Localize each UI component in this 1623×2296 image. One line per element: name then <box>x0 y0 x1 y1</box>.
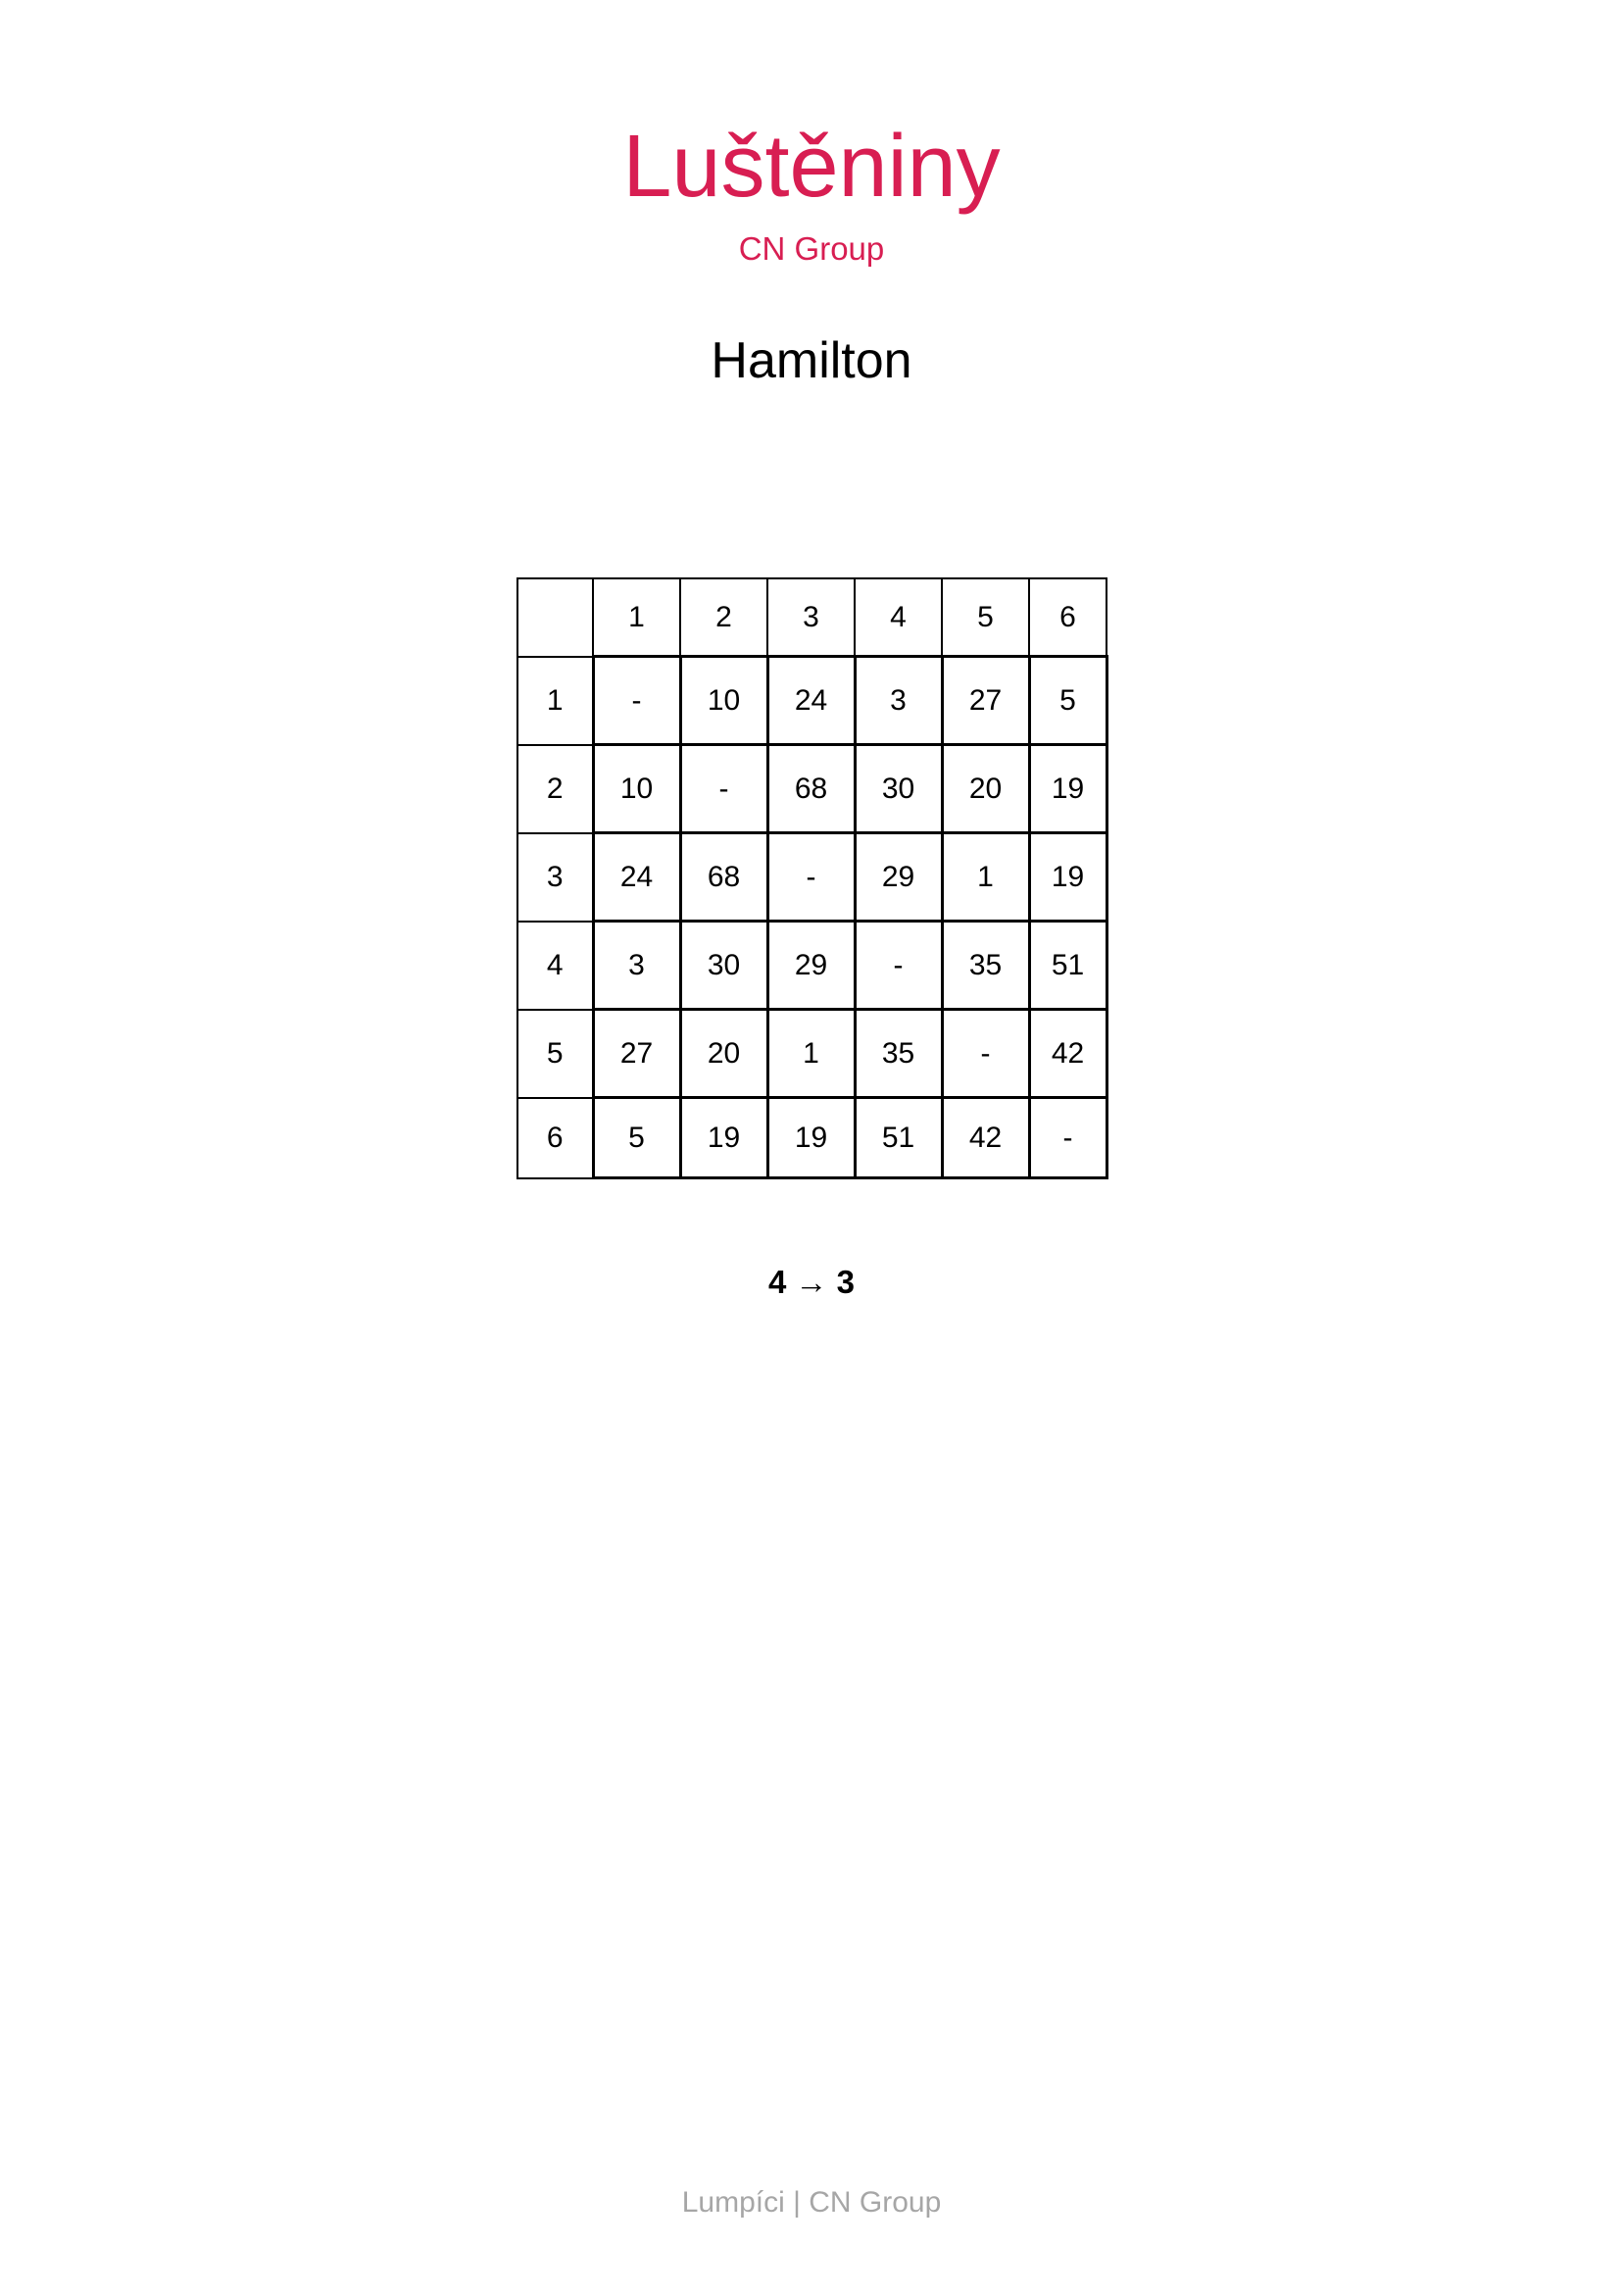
matrix-body <box>517 578 1107 1178</box>
matrix-cell: 29 <box>855 833 942 922</box>
matrix-row <box>517 1010 1107 1098</box>
matrix-row <box>517 922 1107 1010</box>
footer-text: Lumpíci | CN Group <box>681 2186 942 2219</box>
matrix-row <box>517 833 1107 922</box>
matrix-cell: 42 <box>942 1098 1029 1178</box>
matrix-cell: 20 <box>942 745 1029 833</box>
matrix-cell: 10 <box>593 745 680 833</box>
matrix-cell: 29 <box>767 922 855 1010</box>
matrix-cell: - <box>855 922 942 1010</box>
matrix-cell: 68 <box>680 833 767 922</box>
matrix-cell: 35 <box>942 922 1029 1010</box>
matrix-cell: 24 <box>593 833 680 922</box>
column-header: 4 <box>855 578 942 657</box>
puzzle-title: Hamilton <box>711 332 912 389</box>
distance-matrix <box>516 577 1108 1179</box>
column-header: 2 <box>680 578 767 657</box>
corner-cell <box>517 578 593 657</box>
matrix-cell: - <box>767 833 855 922</box>
column-header: 6 <box>1029 578 1107 657</box>
matrix-row <box>517 745 1107 833</box>
matrix-cell: 51 <box>855 1098 942 1178</box>
matrix-cell: 3 <box>855 657 942 745</box>
row-header: 6 <box>517 1098 593 1178</box>
matrix-cell: - <box>593 657 680 745</box>
header-row <box>517 578 1107 657</box>
matrix-cell: 35 <box>855 1010 942 1098</box>
matrix-cell: 1 <box>942 833 1029 922</box>
matrix-cell: 42 <box>1029 1010 1107 1098</box>
row-header: 1 <box>517 657 593 745</box>
answer-text: 4 → 3 <box>767 1264 856 1300</box>
matrix-cell: - <box>1029 1098 1107 1178</box>
matrix-cell: 1 <box>767 1010 855 1098</box>
matrix-cell: 19 <box>680 1098 767 1178</box>
matrix-cell: 68 <box>767 745 855 833</box>
row-header: 2 <box>517 745 593 833</box>
matrix-cell: 51 <box>1029 922 1107 1010</box>
matrix-row <box>517 1098 1107 1178</box>
matrix-cell: 20 <box>680 1010 767 1098</box>
matrix-cell: 24 <box>767 657 855 745</box>
matrix-cell: 30 <box>855 745 942 833</box>
matrix-row <box>517 657 1107 745</box>
matrix-cell: 3 <box>593 922 680 1010</box>
matrix-cell: 19 <box>767 1098 855 1178</box>
column-header: 5 <box>942 578 1029 657</box>
matrix-cell: 10 <box>680 657 767 745</box>
brand-title: Luštěniny <box>622 118 1001 216</box>
matrix-cell: 19 <box>1029 833 1107 922</box>
row-header: 4 <box>517 922 593 1010</box>
matrix-cell: 27 <box>593 1010 680 1098</box>
row-header: 3 <box>517 833 593 922</box>
matrix-cell: 30 <box>680 922 767 1010</box>
matrix-cell: - <box>680 745 767 833</box>
matrix-cell: 5 <box>1029 657 1107 745</box>
matrix-cell: 5 <box>593 1098 680 1178</box>
matrix-cell: 19 <box>1029 745 1107 833</box>
matrix-cell: - <box>942 1010 1029 1098</box>
brand-subtitle: CN Group <box>738 230 885 267</box>
column-header: 3 <box>767 578 855 657</box>
matrix-cell: 27 <box>942 657 1029 745</box>
row-header: 5 <box>517 1010 593 1098</box>
column-header: 1 <box>593 578 680 657</box>
